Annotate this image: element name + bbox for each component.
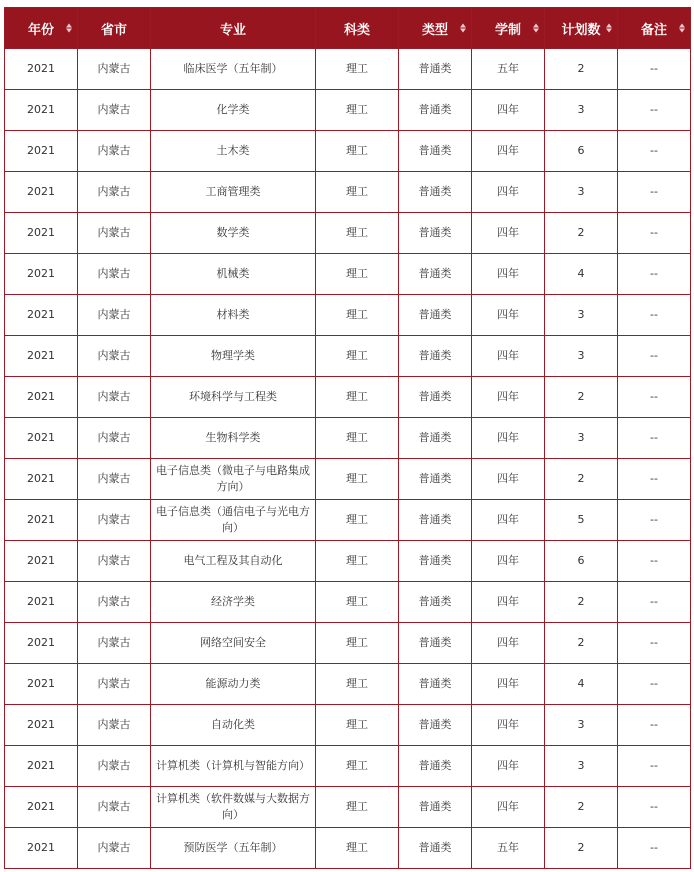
cell-year: 2021 xyxy=(5,336,78,377)
cell-type: 普通类 xyxy=(399,377,472,418)
cell-remark: -- xyxy=(618,787,691,828)
cell-remark: -- xyxy=(618,459,691,500)
cell-duration: 五年 xyxy=(472,49,545,90)
cell-type: 普通类 xyxy=(399,746,472,787)
cell-duration: 四年 xyxy=(472,459,545,500)
column-header-category xyxy=(316,8,399,49)
cell-category: 理工 xyxy=(316,90,399,131)
cell-remark: -- xyxy=(618,541,691,582)
cell-year: 2021 xyxy=(5,664,78,705)
cell-type: 普通类 xyxy=(399,664,472,705)
cell-type: 普通类 xyxy=(399,459,472,500)
cell-plan: 3 xyxy=(545,172,618,213)
sort-arrows-icon[interactable] xyxy=(679,24,685,33)
cell-category: 理工 xyxy=(316,459,399,500)
cell-year: 2021 xyxy=(5,828,78,869)
cell-year: 2021 xyxy=(5,131,78,172)
cell-remark: -- xyxy=(618,500,691,541)
cell-type: 普通类 xyxy=(399,541,472,582)
cell-remark: -- xyxy=(618,336,691,377)
column-header-label: 类型 xyxy=(421,22,448,38)
cell-plan: 3 xyxy=(545,705,618,746)
cell-duration: 四年 xyxy=(472,418,545,459)
cell-category: 理工 xyxy=(316,172,399,213)
cell-plan: 4 xyxy=(545,664,618,705)
table-row xyxy=(5,459,691,500)
cell-category: 理工 xyxy=(316,213,399,254)
table-row xyxy=(5,664,691,705)
table-row xyxy=(5,623,691,664)
cell-type: 普通类 xyxy=(399,623,472,664)
cell-major: 材料类 xyxy=(151,295,316,336)
cell-plan: 3 xyxy=(545,90,618,131)
cell-year: 2021 xyxy=(5,295,78,336)
cell-plan: 3 xyxy=(545,418,618,459)
cell-province: 内蒙古 xyxy=(78,459,151,500)
cell-plan: 2 xyxy=(545,828,618,869)
column-header-duration[interactable] xyxy=(472,8,545,49)
cell-remark: -- xyxy=(618,49,691,90)
cell-major: 经济学类 xyxy=(151,582,316,623)
table-header xyxy=(5,8,691,49)
cell-province: 内蒙古 xyxy=(78,172,151,213)
cell-category: 理工 xyxy=(316,131,399,172)
cell-type: 普通类 xyxy=(399,336,472,377)
cell-duration: 四年 xyxy=(472,623,545,664)
cell-province: 内蒙古 xyxy=(78,500,151,541)
table-row xyxy=(5,295,691,336)
cell-major: 自动化类 xyxy=(151,705,316,746)
column-header-major xyxy=(151,8,316,49)
sort-arrows-icon[interactable] xyxy=(460,24,466,33)
cell-year: 2021 xyxy=(5,213,78,254)
cell-remark: -- xyxy=(618,705,691,746)
column-header-label: 专业 xyxy=(219,22,246,38)
cell-plan: 2 xyxy=(545,787,618,828)
cell-type: 普通类 xyxy=(399,131,472,172)
cell-province: 内蒙古 xyxy=(78,541,151,582)
cell-plan: 6 xyxy=(545,131,618,172)
cell-category: 理工 xyxy=(316,49,399,90)
cell-category: 理工 xyxy=(316,377,399,418)
cell-duration: 四年 xyxy=(472,787,545,828)
cell-plan: 2 xyxy=(545,623,618,664)
cell-remark: -- xyxy=(618,90,691,131)
cell-category: 理工 xyxy=(316,582,399,623)
cell-year: 2021 xyxy=(5,623,78,664)
cell-category: 理工 xyxy=(316,746,399,787)
cell-type: 普通类 xyxy=(399,295,472,336)
cell-duration: 五年 xyxy=(472,828,545,869)
cell-province: 内蒙古 xyxy=(78,49,151,90)
cell-duration: 四年 xyxy=(472,500,545,541)
column-header-province xyxy=(78,8,151,49)
cell-duration: 四年 xyxy=(472,90,545,131)
cell-duration: 四年 xyxy=(472,295,545,336)
cell-remark: -- xyxy=(618,131,691,172)
cell-year: 2021 xyxy=(5,500,78,541)
cell-major: 数学类 xyxy=(151,213,316,254)
table-row xyxy=(5,582,691,623)
cell-plan: 2 xyxy=(545,582,618,623)
cell-province: 内蒙古 xyxy=(78,90,151,131)
cell-province: 内蒙古 xyxy=(78,336,151,377)
column-header-label: 年份 xyxy=(27,22,54,38)
table-row xyxy=(5,787,691,828)
column-header-label: 备注 xyxy=(640,22,667,38)
cell-duration: 四年 xyxy=(472,172,545,213)
cell-category: 理工 xyxy=(316,664,399,705)
cell-province: 内蒙古 xyxy=(78,746,151,787)
cell-major: 生物科学类 xyxy=(151,418,316,459)
cell-category: 理工 xyxy=(316,787,399,828)
cell-major: 临床医学（五年制） xyxy=(151,49,316,90)
cell-major: 计算机类（计算机与智能方向） xyxy=(151,746,316,787)
table-row xyxy=(5,213,691,254)
cell-major: 网络空间安全 xyxy=(151,623,316,664)
cell-type: 普通类 xyxy=(399,705,472,746)
cell-category: 理工 xyxy=(316,336,399,377)
cell-category: 理工 xyxy=(316,828,399,869)
cell-province: 内蒙古 xyxy=(78,295,151,336)
table-row xyxy=(5,418,691,459)
header-row xyxy=(5,8,691,49)
cell-duration: 四年 xyxy=(472,131,545,172)
cell-major: 工商管理类 xyxy=(151,172,316,213)
cell-province: 内蒙古 xyxy=(78,582,151,623)
column-header-year[interactable] xyxy=(5,8,78,49)
cell-plan: 6 xyxy=(545,541,618,582)
table-row xyxy=(5,828,691,869)
cell-province: 内蒙古 xyxy=(78,705,151,746)
table-row xyxy=(5,90,691,131)
cell-province: 内蒙古 xyxy=(78,787,151,828)
cell-duration: 四年 xyxy=(472,705,545,746)
cell-category: 理工 xyxy=(316,705,399,746)
column-header-label: 计划数 xyxy=(561,22,601,38)
cell-duration: 四年 xyxy=(472,664,545,705)
table-body xyxy=(5,49,691,869)
cell-year: 2021 xyxy=(5,90,78,131)
cell-province: 内蒙古 xyxy=(78,828,151,869)
cell-major: 土木类 xyxy=(151,131,316,172)
table-row xyxy=(5,541,691,582)
table-row xyxy=(5,500,691,541)
cell-year: 2021 xyxy=(5,172,78,213)
cell-province: 内蒙古 xyxy=(78,418,151,459)
cell-major: 电气工程及其自动化 xyxy=(151,541,316,582)
sort-arrows-icon[interactable] xyxy=(66,24,72,33)
cell-year: 2021 xyxy=(5,746,78,787)
cell-major: 物理学类 xyxy=(151,336,316,377)
cell-year: 2021 xyxy=(5,705,78,746)
cell-duration: 四年 xyxy=(472,541,545,582)
cell-province: 内蒙古 xyxy=(78,213,151,254)
cell-remark: -- xyxy=(618,254,691,295)
cell-type: 普通类 xyxy=(399,49,472,90)
cell-plan: 4 xyxy=(545,254,618,295)
cell-type: 普通类 xyxy=(399,787,472,828)
cell-remark: -- xyxy=(618,828,691,869)
column-header-remark[interactable] xyxy=(618,8,691,49)
cell-remark: -- xyxy=(618,377,691,418)
cell-type: 普通类 xyxy=(399,582,472,623)
cell-province: 内蒙古 xyxy=(78,254,151,295)
cell-year: 2021 xyxy=(5,377,78,418)
cell-major: 机械类 xyxy=(151,254,316,295)
cell-category: 理工 xyxy=(316,623,399,664)
cell-duration: 四年 xyxy=(472,582,545,623)
cell-type: 普通类 xyxy=(399,213,472,254)
cell-province: 内蒙古 xyxy=(78,377,151,418)
cell-type: 普通类 xyxy=(399,172,472,213)
column-header-label: 省市 xyxy=(100,22,127,38)
cell-plan: 2 xyxy=(545,49,618,90)
cell-plan: 3 xyxy=(545,295,618,336)
cell-year: 2021 xyxy=(5,787,78,828)
cell-plan: 2 xyxy=(545,459,618,500)
table-row xyxy=(5,254,691,295)
cell-year: 2021 xyxy=(5,459,78,500)
cell-plan: 2 xyxy=(545,213,618,254)
cell-remark: -- xyxy=(618,582,691,623)
cell-duration: 四年 xyxy=(472,336,545,377)
column-header-type[interactable] xyxy=(399,8,472,49)
cell-major: 化学类 xyxy=(151,90,316,131)
cell-remark: -- xyxy=(618,623,691,664)
column-header-label: 学制 xyxy=(494,22,521,38)
cell-category: 理工 xyxy=(316,295,399,336)
table-row xyxy=(5,49,691,90)
cell-type: 普通类 xyxy=(399,254,472,295)
cell-major: 预防医学（五年制） xyxy=(151,828,316,869)
cell-plan: 3 xyxy=(545,746,618,787)
cell-year: 2021 xyxy=(5,582,78,623)
cell-year: 2021 xyxy=(5,418,78,459)
cell-major: 环境科学与工程类 xyxy=(151,377,316,418)
cell-type: 普通类 xyxy=(399,500,472,541)
column-header-plan[interactable] xyxy=(545,8,618,49)
cell-major: 能源动力类 xyxy=(151,664,316,705)
cell-category: 理工 xyxy=(316,541,399,582)
sort-arrows-icon[interactable] xyxy=(606,24,612,33)
column-header-label: 科类 xyxy=(343,22,370,38)
cell-plan: 3 xyxy=(545,336,618,377)
sort-arrows-icon[interactable] xyxy=(533,24,539,33)
cell-remark: -- xyxy=(618,172,691,213)
cell-duration: 四年 xyxy=(472,254,545,295)
cell-duration: 四年 xyxy=(472,746,545,787)
cell-type: 普通类 xyxy=(399,90,472,131)
table-row xyxy=(5,746,691,787)
cell-category: 理工 xyxy=(316,500,399,541)
cell-plan: 2 xyxy=(545,377,618,418)
cell-duration: 四年 xyxy=(472,213,545,254)
table-row xyxy=(5,377,691,418)
cell-year: 2021 xyxy=(5,49,78,90)
cell-remark: -- xyxy=(618,418,691,459)
cell-major: 电子信息类（通信电子与光电方向） xyxy=(151,500,316,541)
cell-category: 理工 xyxy=(316,254,399,295)
table-row xyxy=(5,336,691,377)
cell-province: 内蒙古 xyxy=(78,131,151,172)
cell-type: 普通类 xyxy=(399,418,472,459)
admission-plan-table xyxy=(4,7,691,869)
cell-remark: -- xyxy=(618,213,691,254)
cell-plan: 5 xyxy=(545,500,618,541)
cell-year: 2021 xyxy=(5,254,78,295)
cell-province: 内蒙古 xyxy=(78,623,151,664)
cell-type: 普通类 xyxy=(399,828,472,869)
cell-major: 计算机类（软件数媒与大数据方向） xyxy=(151,787,316,828)
table-row xyxy=(5,705,691,746)
table-row xyxy=(5,172,691,213)
cell-remark: -- xyxy=(618,295,691,336)
cell-remark: -- xyxy=(618,746,691,787)
cell-year: 2021 xyxy=(5,541,78,582)
cell-duration: 四年 xyxy=(472,377,545,418)
cell-province: 内蒙古 xyxy=(78,664,151,705)
cell-remark: -- xyxy=(618,664,691,705)
cell-major: 电子信息类（微电子与电路集成方向） xyxy=(151,459,316,500)
table-row xyxy=(5,131,691,172)
cell-category: 理工 xyxy=(316,418,399,459)
